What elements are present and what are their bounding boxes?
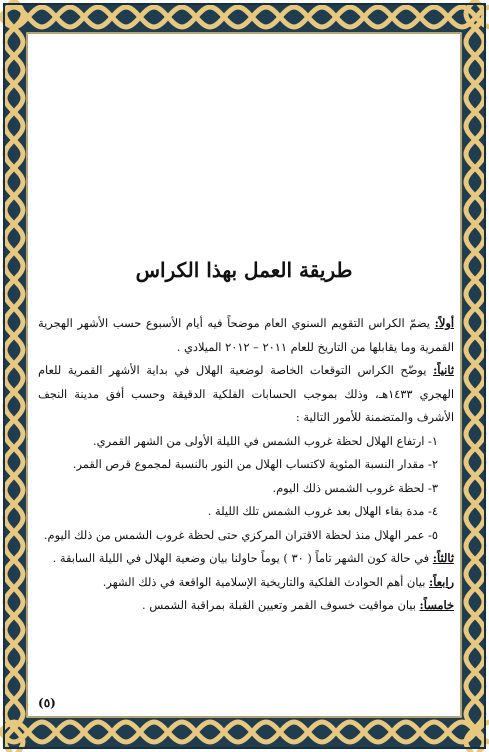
page-number: (٥): [38, 696, 56, 710]
section-3: [38, 547, 454, 571]
section-3-lead: ثالثاً:: [432, 551, 454, 565]
section-4: [38, 571, 454, 595]
section-4-lead: رابعاً:: [428, 574, 454, 589]
list-item: ٥- عمر الهلال منذ لحظة الاقتران المركزي حتى لحظة غروب الشمس من ذلك اليوم.: [43, 527, 438, 542]
section-5-text: بيان مواقيت خسوف القمر وتعيين القبلة بمراقبة الشمس .: [141, 598, 420, 612]
section-5-lead: خامساً:: [419, 598, 454, 612]
body-text: [38, 312, 454, 618]
section-1: [38, 312, 454, 359]
section-2: [38, 359, 454, 430]
list-item: ١- ارتفاع الهلال لحظة غروب الشمس في الليلة الأولى من الشهر القمري.: [93, 433, 438, 448]
list-item: ٢- مقدار النسبة المئوية لاكتساب الهلال من النور بالنسبة لمجموع قرص القمر.: [72, 457, 438, 471]
section-2-text: يوضّح الكراس التوقعات الخاصة لوضعية الهلال في بداية الأشهر القمرية للعام الهجري ١٤٣٣هـ، وذلك بموجب الحسابات الفلكية الدقيقة وحسب أفق مدينة النجف الأشرف والمتضمنة للأمور التالية :: [38, 363, 455, 424]
section-3-text: في حالة كون الشهر تاماً ( ٣٠ ) يوماً حاولنا بيان وضعية الهلال في الليلة السابقة .: [52, 551, 433, 565]
section-2-lead: ثانياً:: [433, 363, 454, 377]
section-1-lead: أولاً:: [434, 316, 454, 330]
list-item: ٤- مدة بقاء الهلال بعد غروب الشمس تلك الليلة .: [207, 504, 438, 518]
page-title: طريقة العمل بهذا الكراس: [135, 258, 353, 282]
page-content: [28, 34, 460, 716]
section-1-text: يضمّ الكراس التقويم السنوي العام موضحاً فيه أيام الأسبوع حسب الأشهر الهجرية القمرية وما يقابلها من التاريخ للعام ٢٠١١ – ٢٠١٢ الميلادي .: [38, 316, 454, 354]
section-5: [38, 594, 454, 618]
list-item: ٣- لحظة غروب الشمس ذلك اليوم.: [272, 480, 438, 495]
section-4-text: بيان أهم الحوادث الفلكية والتاريخية الإسلامية الواقعة في ذلك الشهر.: [102, 574, 429, 589]
